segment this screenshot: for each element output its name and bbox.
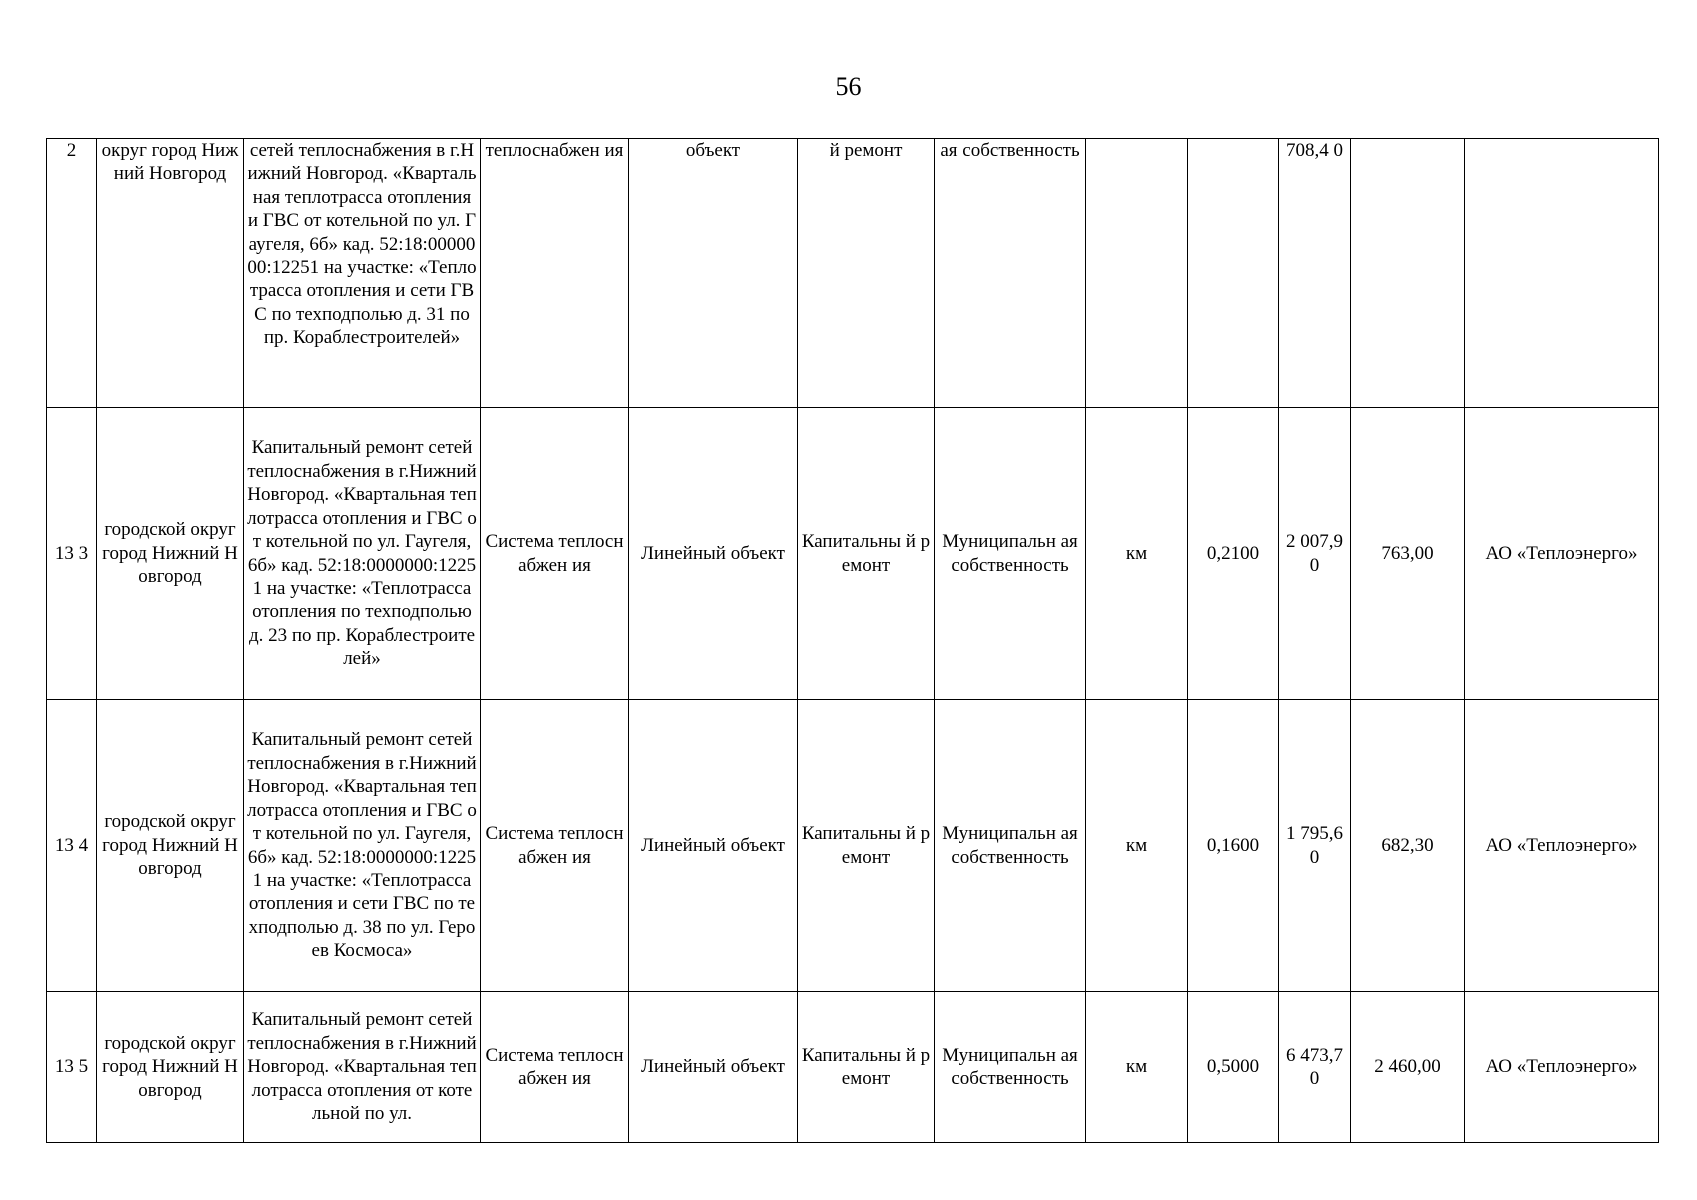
cell-object-type: Линейный объект — [629, 700, 798, 992]
cell-work-type: й ремонт — [798, 139, 935, 408]
cell-object-type: Линейный объект — [629, 992, 798, 1143]
cell-system: теплоснабжен ия — [481, 139, 629, 408]
page-number: 56 — [835, 72, 862, 101]
cell-name: Капитальный ремонт сетей теплоснабжения в г.Нижний Новгород. «Квартальная теплотрасса отопления и ГВС от котельной по ул. Гаугеля, 6б» кад. 52:18:0000000:12251 на участке: «Теплотрасса отопления по техподполью д. 23 по пр. Кораблестроителей» — [244, 408, 481, 700]
cell-object-type: Линейный объект — [629, 408, 798, 700]
cell-unit: км — [1086, 700, 1188, 992]
cell-object-type: объект — [629, 139, 798, 408]
cell-cost: 2 007,9 0 — [1279, 408, 1351, 700]
cell-territory: городской округ город Нижний Новгород — [97, 700, 244, 992]
cell-cost2: 682,30 — [1351, 700, 1465, 992]
cell-ownership: Муниципальн ая собственность — [935, 700, 1086, 992]
cell-num: 13 5 — [47, 992, 97, 1143]
cell-organization: АО «Теплоэнерго» — [1465, 992, 1659, 1143]
table-row — [47, 700, 1659, 992]
cell-system: Система теплоснабжен ия — [481, 992, 629, 1143]
cell-ownership: Муниципальн ая собственность — [935, 408, 1086, 700]
cell-cost: 1 795,6 0 — [1279, 700, 1351, 992]
cell-territory: городской округ город Нижний Новгород — [97, 992, 244, 1143]
cell-organization — [1465, 139, 1659, 408]
cell-quantity: 0,2100 — [1188, 408, 1279, 700]
cell-organization: АО «Теплоэнерго» — [1465, 408, 1659, 700]
cell-num: 13 3 — [47, 408, 97, 700]
cell-quantity: 0,1600 — [1188, 700, 1279, 992]
cell-cost: 6 473,7 0 — [1279, 992, 1351, 1143]
table-row — [47, 139, 1659, 408]
cell-num: 2 — [47, 139, 97, 408]
cell-work-type: Капитальны й ремонт — [798, 992, 935, 1143]
cell-work-type: Капитальны й ремонт — [798, 700, 935, 992]
cell-unit — [1086, 139, 1188, 408]
cell-unit: км — [1086, 408, 1188, 700]
cell-ownership: Муниципальн ая собственность — [935, 992, 1086, 1143]
cell-system: Система теплоснабжен ия — [481, 408, 629, 700]
cell-cost2: 763,00 — [1351, 408, 1465, 700]
cell-quantity — [1188, 139, 1279, 408]
cell-system: Система теплоснабжен ия — [481, 700, 629, 992]
table-row — [47, 992, 1659, 1143]
cell-territory: городской округ город Нижний Новгород — [97, 408, 244, 700]
cell-name: сетей теплоснабжения в г.Нижний Новгород. «Квартальная теплотрасса отопления и ГВС от котельной по ул. Гаугеля, 6б» кад. 52:18:0000000:12251 на участке: «Теплотрасса отопления и сети ГВС по техподполью д. 31 по пр. Кораблестроителей» — [244, 139, 481, 408]
cell-name: Капитальный ремонт сетей теплоснабжения в г.Нижний Новгород. «Квартальная теплотрасса отопления и ГВС от котельной по ул. Гаугеля, 6б» кад. 52:18:0000000:12251 на участке: «Теплотрасса отопления и сети ГВС по техподполью д. 38 по ул. Героев Космоса» — [244, 700, 481, 992]
cell-unit: км — [1086, 992, 1188, 1143]
cell-quantity: 0,5000 — [1188, 992, 1279, 1143]
cell-name: Капитальный ремонт сетей теплоснабжения в г.Нижний Новгород. «Квартальная теплотрасса отопления от котельной по ул. — [244, 992, 481, 1143]
cell-ownership: ая собственность — [935, 139, 1086, 408]
cell-cost: 708,4 0 — [1279, 139, 1351, 408]
registry-table — [46, 138, 1659, 1143]
cell-cost2: 2 460,00 — [1351, 992, 1465, 1143]
table-row — [47, 408, 1659, 700]
cell-organization: АО «Теплоэнерго» — [1465, 700, 1659, 992]
cell-cost2 — [1351, 139, 1465, 408]
cell-num: 13 4 — [47, 700, 97, 992]
cell-work-type: Капитальны й ремонт — [798, 408, 935, 700]
cell-territory: округ город Нижний Новгород — [97, 139, 244, 408]
